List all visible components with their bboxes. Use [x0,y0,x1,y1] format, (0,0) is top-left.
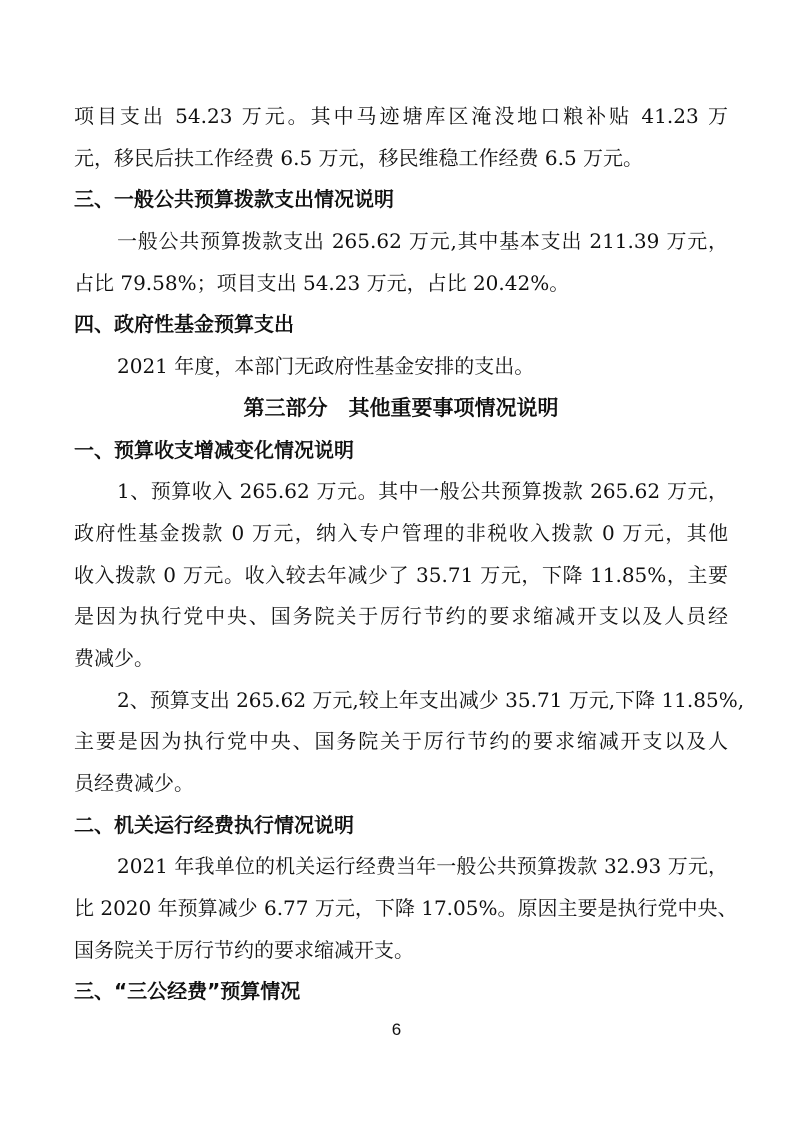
paragraph [74,680,745,805]
text-line: 三、一般公共预算拨款支出情况说明 [74,187,394,212]
text-line: 收入拨款 0 万元。收入较去年减少了 35.71 万元，下降 11.85%，主要 [74,562,728,587]
text-line: 一、预算收支增减变化情况说明 [74,437,354,462]
document-body [74,96,745,1013]
text-line: 2021 年度，本部门无政府性基金安排的支出。 [117,354,535,379]
text-line: 元，移民后扶工作经费 6.5 万元，移民维稳工作经费 6.5 万元。 [74,145,644,170]
page-number: 6 [391,1020,402,1039]
section-heading [74,971,728,1013]
text-line: 一般公共预算拨款支出 265.62 万元,其中基本支出 211.39 万元， [117,229,728,254]
text-line: 占比 79.58%；项目支出 54.23 万元，占比 20.42%。 [74,270,570,295]
text-line: 政府性基金拨款 0 万元，纳入专户管理的非税收入拨款 0 万元，其他 [74,520,728,545]
paragraph [74,471,728,679]
part-title [74,388,728,430]
paragraph [74,346,728,388]
text-line: 主要是因为执行党中央、国务院关于厉行节约的要求缩减开支以及人 [74,729,728,754]
text-line: 1、预算收入 265.62 万元。其中一般公共预算拨款 265.62 万元， [117,479,728,504]
text-line: 是因为执行党中央、国务院关于厉行节约的要求缩减开支以及人员经 [74,604,728,629]
text-line: 国务院关于厉行节约的要求缩减开支。 [74,937,414,962]
text-line: 比 2020 年预算减少 6.77 万元，下降 17.05%。原因主要是执行党中央、 [74,896,738,921]
section-heading [74,805,728,847]
paragraph [74,846,738,971]
text-line: 四、政府性基金预算支出 [74,312,294,337]
text-line: 二、机关运行经费执行情况说明 [74,812,354,837]
text-line: 2、预算支出 265.62 万元,较上年支出减少 35.71 万元,下降 11.85%, [117,687,745,712]
section-heading [74,179,728,221]
section-heading [74,304,728,346]
text-line: 三、“三公经费”预算情况 [74,979,301,1004]
text-line: 项目支出 54.23 万元。其中马迹塘库区淹没地口粮补贴 41.23 万 [74,104,728,128]
paragraph [74,221,728,304]
text-line: 费减少。 [74,645,154,670]
text-line: 员经费减少。 [74,771,194,795]
paragraph [74,96,728,179]
section-heading [74,430,728,472]
text-line: 第三部分 其他重要事项情况说明 [243,395,559,420]
text-line: 2021 年我单位的机关运行经费当年一般公共预算拨款 32.93 万元， [117,854,728,879]
